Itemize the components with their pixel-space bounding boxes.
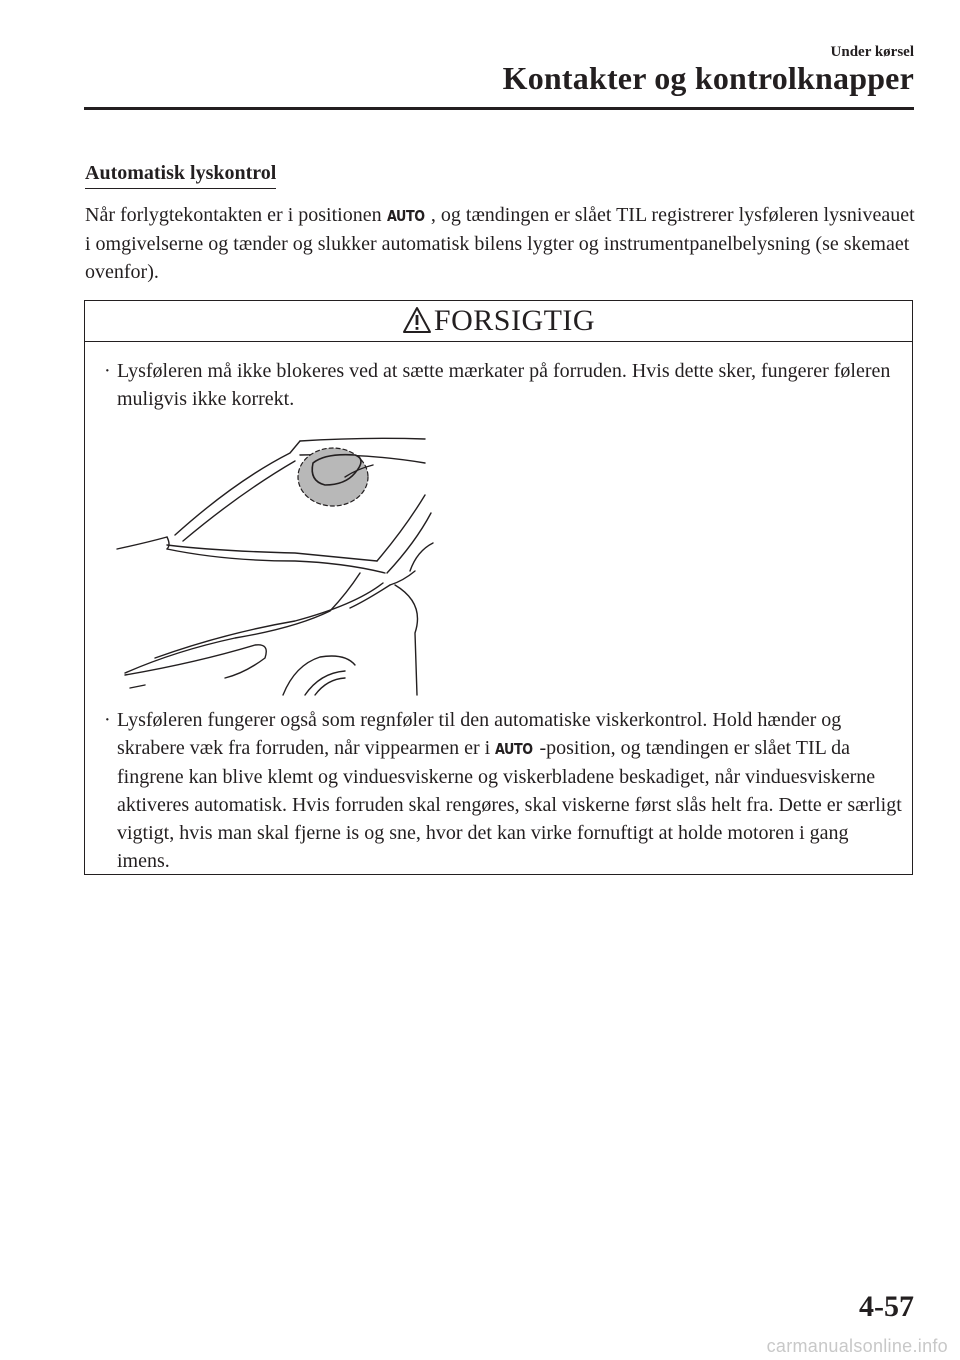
windshield-sensor-illustration: [115, 433, 435, 698]
warning-triangle-icon: [402, 306, 432, 334]
bullet-dot: ·: [104, 360, 111, 382]
caution-bullet-1: [102, 357, 902, 413]
footer-url[interactable]: carmanualsonline.info: [766, 1336, 948, 1356]
caution-header: [85, 301, 912, 342]
caution-bullet-2: [102, 706, 902, 875]
section-heading: Automatisk lyskontrol: [85, 162, 276, 189]
bullet-dot: ·: [104, 709, 111, 731]
intro-text-after: , og tændingen er slået TIL registrerer lysføleren lysniveauet i omgivelserne og tænder og slukker automatisk bilens lygter og instrumentpanelbelysning (se skemaet ovenfor).: [85, 204, 915, 283]
page-number: 4-57: [859, 1290, 914, 1323]
auto-symbol: AUTO: [495, 740, 533, 758]
intro-paragraph: [85, 201, 915, 286]
header-rule: [84, 107, 914, 110]
bullet-2-text-before: Lysføleren fungerer også som regnføler til den automatiske viskerkontrol. Hold hænder og skrabere væk fra forruden, når vippearmen er i: [117, 709, 842, 759]
intro-text-before: Når forlygtekontakten er i positionen: [85, 204, 387, 226]
header-title: Kontakter og kontrolknapper: [502, 60, 914, 96]
bullet-1-text: Lysføleren må ikke blokeres ved at sætte mærkater på forruden. Hvis dette sker, fungerer føleren muligvis ikke korrekt.: [117, 360, 891, 410]
header-section: Under kørsel: [830, 44, 914, 60]
caution-box: [84, 300, 913, 875]
auto-symbol: AUTO: [386, 207, 425, 225]
bullet-2-text-after: -position, og tændingen er slået TIL da fingrene kan blive klemt og vinduesviskerne og viskerbladene beskadiget, når vinduesviskerne aktiveres automatisk. Hvis forruden skal rengøres, skal viskerne først slås helt fra. Dette er særligt vigtigt, hvis man skal fjerne is og sne, hvor det kan virke fornuftigt at holde motoren i gang imens.: [117, 737, 902, 872]
caution-title: FORSIGTIG: [433, 304, 596, 337]
